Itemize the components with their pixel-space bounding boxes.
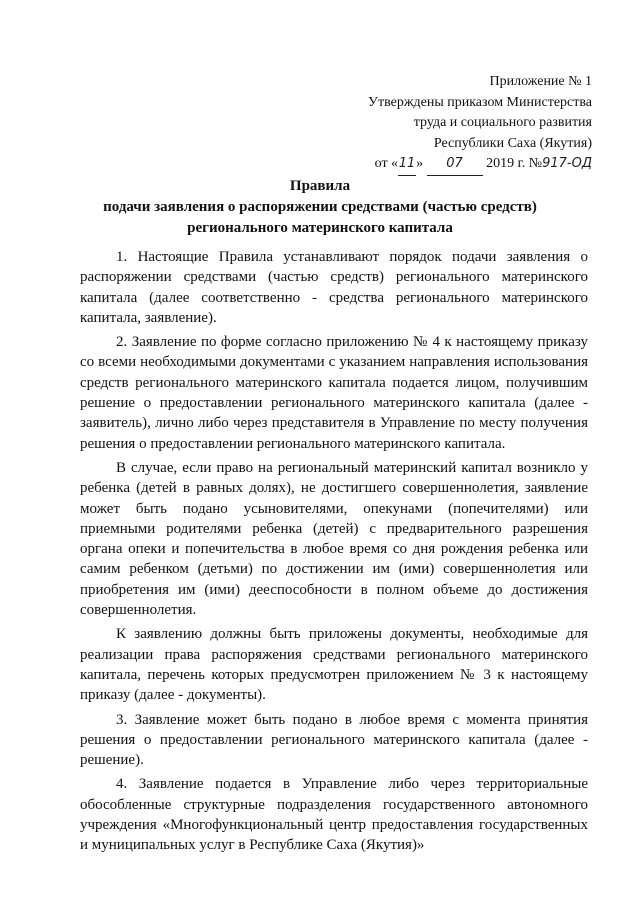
handwritten-month: 07 — [427, 154, 483, 176]
handwritten-order-number: 917-ОД — [542, 156, 592, 171]
title-line-1: Правила — [289, 178, 351, 194]
paragraph-1: 1. Настоящие Правила устанавливают порядок подачи заявления о распоряжении средствами (частью средств) регионального материнского капитала (далее соответственно - средства регионального материнского капитала, заявление). — [80, 249, 588, 326]
republic-line: Республики Саха (Якутия) — [433, 135, 592, 151]
paragraph-4: 4. Заявление подается в Управление либо через территориальные обособленные структурные подразделения государственного автономного учреждения «Многофункциональный центр предоставления государственных и муниципальных услуг в Республике Саха (Якутия)» — [80, 776, 588, 854]
order-date-line: от «11» 07 2019 г. №917-ОД — [368, 154, 592, 176]
appendix-label: Приложение № 1 — [489, 74, 592, 89]
paragraph-3: 3. Заявление может быть подано в любое время с момента принятия решения о предоставлении регионального материнского капитала (далее - решение). — [80, 711, 588, 769]
paragraph-2-minor-child: В случае, если право на региональный материнский капитал возникло у ребенка (детей в равных долях), не достигшего совершеннолетия, заявление может быть подано усыновителями, опекунами (попечителями) или приемными родителями ребенка (детей) с предварительного разрешения органа опеки и попечительства в любое время со дня рождения ребенка или самим ребенком (детьми) по достижении им (ими) совершеннолетия или приобретения им (ими) дееспособности в полном объеме до достижения совершеннолетия. — [80, 459, 588, 619]
paragraph-2-attachments: К заявлению должны быть приложены документы, необходимые для реализации права распоряжения средствами регионального материнского капитала, перечень которых предусмотрен приложением № 3 к настоящему приказу (далее - документы). — [80, 626, 588, 704]
approved-by-line: Утверждены приказом Министерства — [368, 94, 592, 110]
title-line-3: регионального материнского капитала — [187, 220, 453, 236]
approval-block — [368, 72, 592, 176]
title-line-2: подачи заявления о распоряжении средствами (частью средств) — [103, 199, 537, 215]
document-title — [60, 176, 580, 239]
document-body — [80, 247, 588, 856]
handwritten-day: 11 — [398, 154, 416, 176]
paragraph-2: 2. Заявление по форме согласно приложению № 4 к настоящему приказу со всеми необходимыми документами с указанием направления использования средств регионального материнского капитала подается лицом, получившим решение о предоставлении регионального материнского капитала (далее - заявитель), лично либо через представителя в Управление по месту получения решения о предоставлении регионального материнского капитала. — [80, 334, 588, 452]
ministry-line: труда и социального развития — [413, 115, 592, 130]
